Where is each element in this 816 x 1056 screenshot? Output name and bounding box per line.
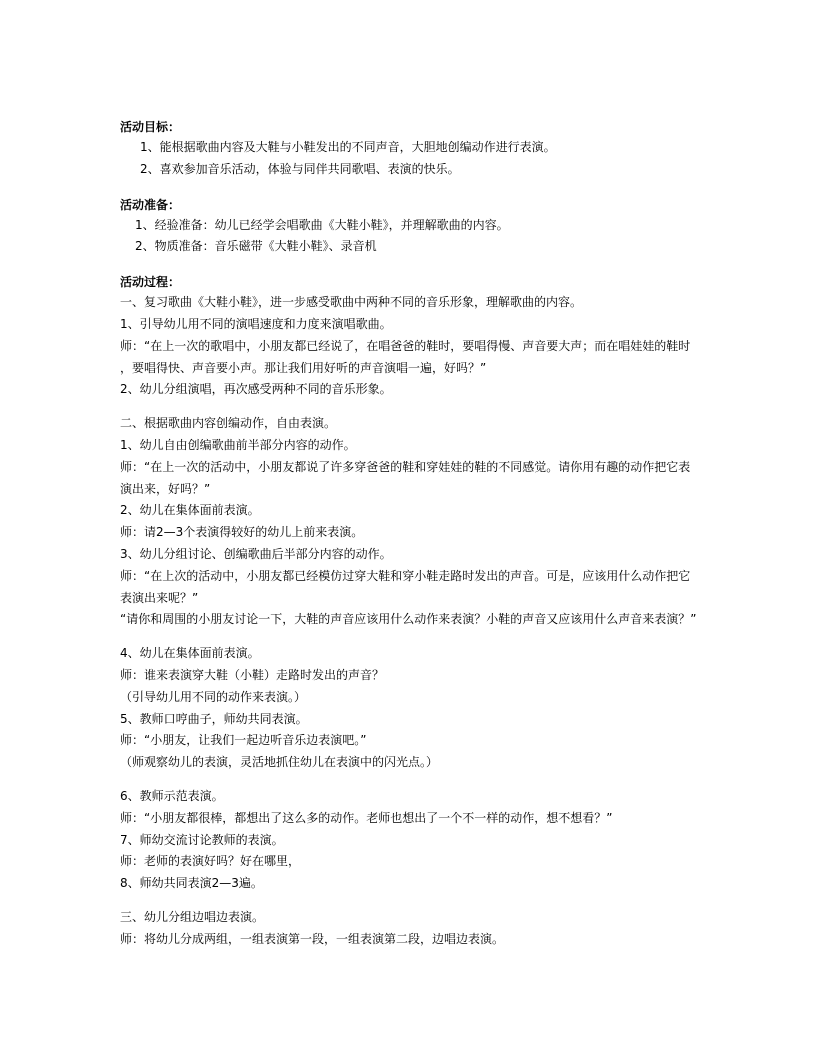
- prep-item-2: 2、物质准备：音乐磁带《大鞋小鞋》、录音机: [135, 239, 377, 254]
- process-line: 7、师幼交流讨论教师的表演。: [120, 832, 284, 847]
- process-line: 师：将幼儿分成两组，一组表演第一段，一组表演第二段，边唱边表演。: [120, 931, 505, 946]
- prep-item-1: 1、经验准备：幼儿已经学会唱歌曲《大鞋小鞋》，并理解歌曲的内容。: [135, 217, 509, 232]
- process-line: 师：“小朋友都很棒，都想出了这么多的动作。老师也想出了一个不一样的动作，想不想看？”: [120, 810, 613, 825]
- process-line: 一、复习歌曲《大鞋小鞋》，进一步感受歌曲中两种不同的音乐形象，理解歌曲的内容。: [120, 295, 583, 310]
- process-line: 5、教师口哼曲子，师幼共同表演。: [120, 711, 308, 726]
- process-line: 师：老师的表演好吗？好在哪里，: [120, 854, 301, 869]
- spacer: [120, 895, 700, 907]
- process-line: （师观察幼儿的表演，灵活地抓住幼儿在表演中的闪光点。）: [120, 755, 439, 770]
- section-title-process: 活动过程：: [120, 275, 181, 290]
- process-line: 8、师幼共同表演2—3遍。: [120, 876, 263, 891]
- process-line: 师：“在上次的活动中，小朋友都已经模仿过穿大鞋和穿小鞋走路时发出的声音。可是，应该用什么动作把它: [120, 568, 691, 583]
- process-line: 师：“在上一次的歌唱中，小朋友都已经说了，在唱爸爸的鞋时，要唱得慢、声音要大声；而在唱娃娃的鞋时: [120, 338, 691, 353]
- process-line: 师：谁来表演穿大鞋（小鞋）走路时发出的声音？: [120, 667, 385, 682]
- process-line: 2、幼儿分组演唱，再次感受两种不同的音乐形象。: [120, 382, 392, 397]
- process-line: 三、幼儿分组边唱边表演。: [120, 909, 265, 924]
- goal-item-2: 2、喜欢参加音乐活动，体验与同伴共同歌唱、表演的快乐。: [140, 161, 460, 176]
- goal-item-1: 1、能根据歌曲内容及大鞋与小鞋发出的不同声音，大胆地创编动作进行表演。: [140, 140, 556, 154]
- spacer: [120, 774, 700, 786]
- process-line: （引导幼儿用不同的动作来表演。）: [120, 689, 307, 704]
- spacer: [120, 181, 700, 195]
- process-line: 2、幼儿在集体面前表演。: [120, 503, 260, 518]
- process-line: 3、幼儿分组讨论、创编歌曲后半部分内容的动作。: [120, 546, 392, 561]
- process-line: 6、教师示范表演。: [120, 788, 224, 803]
- process-line: 表演出来呢？”: [120, 590, 199, 605]
- process-line: 师：“在上一次的活动中，小朋友都说了许多穿爸爸的鞋和穿娃娃的鞋的不同感觉。请你用有趣的动作把它表: [120, 459, 691, 474]
- process-line: 4、幼儿在集体面前表演。: [120, 646, 260, 661]
- process-line: 演出来，好吗？”: [120, 481, 211, 496]
- process-line: 二、根据歌曲内容创编动作，自由表演。: [120, 416, 337, 431]
- document-body: [120, 117, 700, 951]
- spacer: [120, 631, 700, 643]
- process-line: 师：“小朋友，让我们一起边听音乐边表演吧。”: [120, 733, 367, 748]
- process-line: ，要唱得快、声音要小声。那让我们用好听的声音演唱一遍，好吗？”: [120, 360, 487, 375]
- section-title-goals: 活动目标：: [120, 120, 181, 134]
- process-line: 师：请2—3个表演得较好的幼儿上前来表演。: [120, 525, 364, 540]
- process-line: “请你和周围的小朋友讨论一下，大鞋的声音应该用什么动作来表演？小鞋的声音又应该用什么声音来表演？”: [120, 612, 697, 627]
- spacer: [120, 401, 700, 413]
- process-line: 1、引导幼儿用不同的演唱速度和力度来演唱歌曲。: [120, 316, 392, 331]
- spacer: [120, 258, 700, 272]
- section-title-prep: 活动准备：: [120, 197, 181, 212]
- process-line: 1、幼儿自由创编歌曲前半部分内容的动作。: [120, 437, 356, 452]
